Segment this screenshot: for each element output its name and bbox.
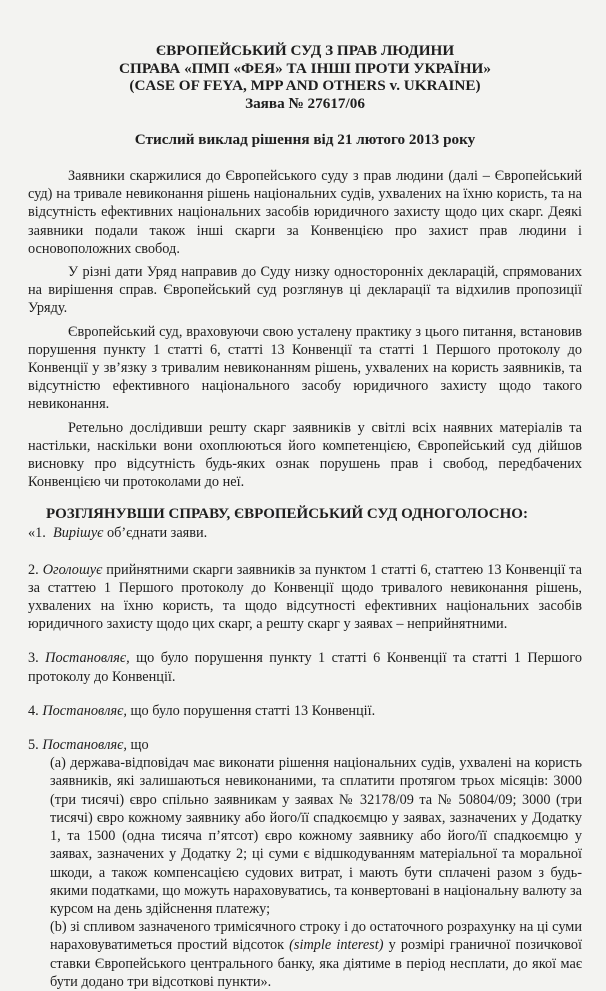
application-number: Заява № 27617/06 — [245, 94, 365, 112]
item-text: об’єднати заяви. — [103, 525, 208, 542]
subparagraph-b-text: (b) зі спливом зазначеного тримісячного строку і до остаточного розрахунку на ці суми нараховуватиметься простий відсоток — [50, 919, 582, 954]
item-verb: Постановляє, — [42, 702, 127, 719]
court-name: ЄВРОПЕЙСЬКИЙ СУД З ПРАВ ЛЮДИНИ — [155, 42, 455, 59]
ruling-item-3 — [28, 649, 582, 685]
case-title-en: (CASE OF FEYA, MPP AND OTHERS v. UKRAINE) — [129, 77, 481, 94]
item-verb: Постановляє, — [45, 650, 130, 667]
item-number: 4. — [28, 702, 39, 719]
item-text: що — [126, 737, 149, 754]
item-number: «1. — [28, 525, 46, 542]
intro-paragraph: Європейський суд, враховуючи свою усталену практику з цього питання, встановив порушення пункту 1 статті 6, статті 13 Конвенції та статті 1 Першого протоколу до Конвенції у зв’язку з тривалим невиконанням рішень, ухвалених на користь заявників, та відсутністю ефективного національного засобу юридичного захисту щодо такого невиконання. — [28, 323, 582, 413]
intro-paragraph: Заявники скаржилися до Європейського суду з прав людини (далі – Європейський суд) на тривале невиконання рішень національних судів, ухвалених на їхню користь, та на відсутність ефективних національних засобів юридичного захисту щодо цих скарг. Деякі заявники подали також інші скарги за Конвенцією про захист прав людини і основоположних свобод. — [28, 168, 582, 257]
item-text: прийнятними скарги заявників за пунктом 1 статті 6, статтею 13 Конвенції та за статтею 1 Першого протоколу до Конвенції щодо тривалого невиконання рішень, ухвалених на їхню користь, та щодо відсутності ефективних національних засобів юридичного захисту щодо цих скарг, а решту скарг у заявах – неприйнятними. — [28, 561, 583, 633]
subparagraph-b-text-end: у розмірі граничної позичкової ставки Європейського центрального банку, яка діятиме в період несплати, до якої має бути додано три відсоткові пункти». — [50, 937, 582, 990]
subparagraph-a: (a) держава-відповідач має виконати рішення національних судів, ухвалені на користь заявників, які залишаються невиконаними, та сплатити протягом трьох місяців: 3000 (три тисячі) євро спільно заявникам у заявах № 32178/09 та № 50804/09; 3000 (три тисячі) євро кожному заявнику або його/її спадкоємцю у заявах, зазначених у Додатку 1, та 1500 (одна тисяча п’ятсот) євро кожному заявнику або його/її спадкоємцю у заявах, зазначених у Додатку 2; ці суми є відшкодуванням матеріальної та моральної шкоди, а також компенсацією судових витрат, і мають бути сплачені разом з будь-якими податками, що можуть нараховуватись, та конвертовані в національну валюту за курсом на день здійснення платежу; — [50, 755, 582, 917]
case-title-uk: СПРАВА «ПМП «ФЕЯ» ТА ІНШІ ПРОТИ УКРАЇНИ» — [119, 59, 491, 77]
item-5-subparagraphs — [28, 754, 582, 991]
intro-paragraph: У різні дати Уряд направив до Суду низку односторонніх декларацій, спрямованих на вирішення справ. Європейський суд розглянув ці декларації та відхилив пропозиції Уряду. — [28, 264, 582, 317]
ruling-item-4 — [28, 702, 582, 720]
subparagraph-b — [50, 918, 582, 991]
summary-title: Стислий виклад рішення від 21 лютого 2013 року — [134, 131, 476, 148]
item-text: що було порушення пункту 1 статті 6 Конвенції та статті 1 Першого протоколу до Конвенції. — [28, 650, 582, 685]
ruling-list — [28, 524, 582, 990]
intro-section — [28, 167, 582, 491]
item-verb: Оголошує — [42, 561, 103, 578]
item-number: 5. — [28, 737, 39, 754]
ruling-item-2 — [28, 561, 582, 634]
ruling-item-1 — [28, 524, 582, 542]
simple-interest-term: (simple interest) — [289, 937, 384, 954]
item-text: що було порушення статті 13 Конвенції. — [126, 702, 376, 719]
document-header — [28, 42, 582, 112]
ruling-heading: РОЗГЛЯНУВШИ СПРАВУ, ЄВРОПЕЙСЬКИЙ СУД ОДНОГОЛОСНО: — [46, 506, 528, 523]
item-verb: Постановляє, — [42, 737, 127, 754]
item-verb: Вирішує — [53, 525, 104, 542]
ruling-item-5 — [28, 736, 582, 991]
item-number: 2. — [28, 561, 39, 578]
intro-paragraph: Ретельно дослідивши решту скарг заявників у світлі всіх наявних матеріалів та настільки, наскільки вони охоплюються його компетенцією, Європейський суд дійшов висновку про відсутність будь-яких ознак порушень прав і свобод, передбачених Конвенцією чи протоколами до неї. — [28, 419, 582, 491]
item-number: 3. — [28, 650, 39, 667]
